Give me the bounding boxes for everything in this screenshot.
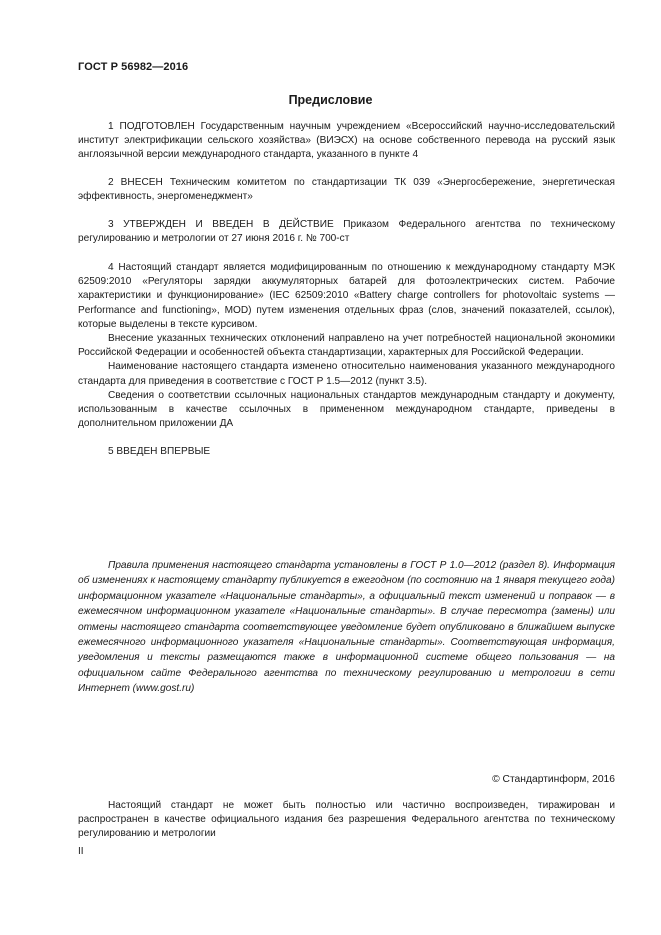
section-2-text: 2 ВНЕСЕН Техническим комитетом по стандартизации ТК 039 «Энергосбережение, энергетическая эффективность, энергоменеджмент» (78, 177, 615, 203)
reproduction-notice-text: Настоящий стандарт не может быть полностью или частично воспроизведен, тиражирован и распространен в качестве официального издания без разрешения Федерального агентства по техническому регулированию и метрологии (78, 800, 615, 840)
section-4-paragraph: Внесение указанных технических отклонений направлено на учет потребностей национальной экономики Российской Федерации и особенностей объекта стандартизации, характерных для Российской Федерации. (78, 333, 615, 359)
section-4-paragraph: 4 Настоящий стандарт является модифицированным по отношению к международному стандарту МЭК 62509:2010 «Регуляторы зарядки аккумуляторных батарей для фотоэлектрических систем. Рабочие характеристики и функционирование» (IEC 62509:2010 «Battery charge controllers for photovoltaic systems — Performance and functioning», MOD) путем изменения отдельных фраз (слов, значений показателей, ссылок), которые выделены в тексте курсивом. (78, 262, 615, 330)
section-3 (78, 218, 615, 246)
section-4-paragraph: Наименование настоящего стандарта изменено относительно наименования указанного международного стандарта для приведения в соответствие с ГОСТ Р 1.5—2012 (пункт 3.5). (78, 361, 615, 387)
reproduction-notice (78, 799, 615, 842)
section-1-text: 1 ПОДГОТОВЛЕН Государственным научным учреждением «Всероссийский научно-исследовательский институт электрификации сельского хозяйства» (ВИЭСХ) на основе собственного перевода на русский язык англоязычной версии международного стандарта, указанного в пункте 4 (78, 121, 615, 161)
section-4-paragraph: Сведения о соответствии ссылочных национальных стандартов международным стандарту и документу, использованным в качестве ссылочных в примененном международном стандарте, приведены в дополнительном приложении ДА (78, 389, 615, 430)
rules-notice (78, 558, 615, 697)
section-1 (78, 120, 615, 163)
section-5-text: 5 ВВЕДЕН ВПЕРВЫЕ (108, 446, 211, 457)
standard-code-header: ГОСТ Р 56982—2016 (78, 61, 189, 73)
section-2 (78, 176, 615, 204)
section-3-text: 3 УТВЕРЖДЕН И ВВЕДЕН В ДЕЙСТВИЕ Приказом Федерального агентства по техническому регулированию и метрологии от 27 июня 2016 г. № 700-ст (78, 219, 615, 245)
rules-notice-text: Правила применения настоящего стандарта установлены в ГОСТ Р 1.0—2012 (раздел 8). Информация об изменениях к настоящему стандарту публикуется в ежегодном (по состоянию на 1 января текущего года) информационном указателе «Национальные стандарты», а официальный текст изменений и поправок — в ежемесячном информационном указателе «Национальные стандарты». В случае пересмотра (замены) или отмены настоящего стандарта соответствующее уведомление будет опубликовано в ближайшем выпуске ежемесячного информационного указателя «Национальные стандарты». Соответствующая информация, уведомления и тексты размещаются также в информационной системе общего пользования — на официальном сайте Федерального агентства по техническому регулированию и метрологии в сети Интернет (www.gost.ru) (78, 560, 615, 695)
section-5 (78, 445, 615, 459)
copyright-line: © Стандартинформ, 2016 (492, 774, 615, 785)
page-number: II (78, 846, 84, 857)
section-4 (78, 261, 615, 431)
page-title: Предисловие (288, 93, 373, 107)
